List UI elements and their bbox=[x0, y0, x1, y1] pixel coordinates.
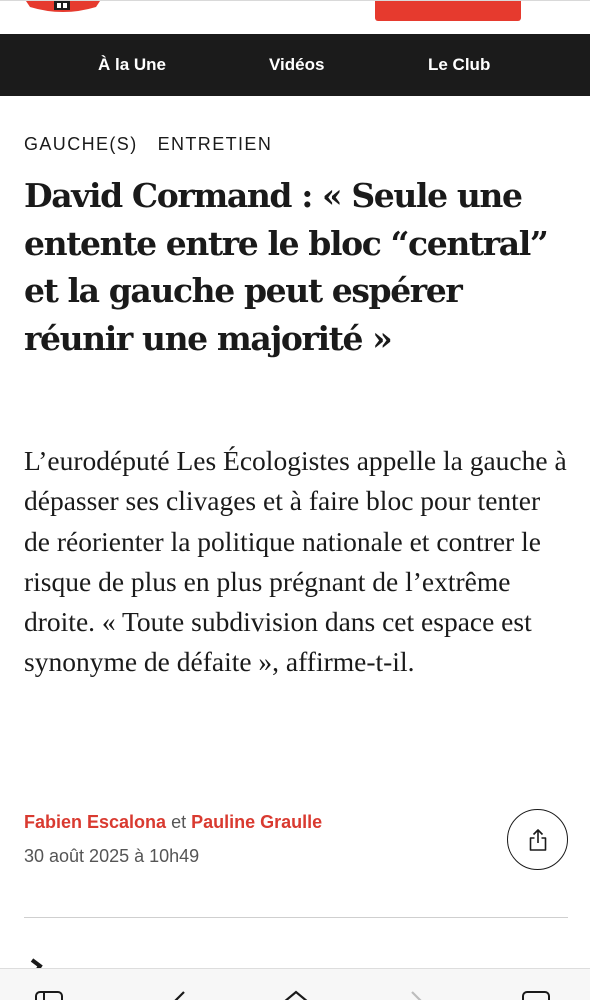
site-header bbox=[0, 0, 590, 34]
article-tags bbox=[24, 132, 272, 156]
article-headline: David Cormand : « Seule une entente entre le bloc “central” et la gauche peut espérer réunir une majorité » bbox=[24, 176, 548, 358]
nav-item-a-la-une[interactable]: À la Une bbox=[98, 55, 167, 74]
nav-item-videos[interactable]: Vidéos bbox=[269, 55, 325, 74]
tag-gauches[interactable]: GAUCHE(S) bbox=[24, 134, 138, 154]
author-link-graulle[interactable]: Pauline Graulle bbox=[191, 812, 323, 832]
nav-item-le-club[interactable]: Le Club bbox=[428, 55, 491, 74]
author-separator: et bbox=[166, 812, 192, 832]
section-divider bbox=[24, 917, 568, 918]
chevron-right-icon[interactable] bbox=[402, 989, 434, 1000]
logo-icon bbox=[26, 1, 100, 15]
home-icon[interactable] bbox=[280, 989, 312, 1000]
main-nav bbox=[0, 34, 590, 96]
publish-date: 30 août 2025 à 10h49 bbox=[24, 846, 200, 866]
browser-toolbar bbox=[0, 968, 590, 1000]
tag-entretien[interactable]: ENTRETIEN bbox=[157, 134, 273, 154]
author-link-escalona[interactable]: Fabien Escalona bbox=[24, 812, 167, 832]
share-button[interactable] bbox=[507, 809, 568, 870]
tabs-icon[interactable] bbox=[34, 989, 66, 1000]
share-icon bbox=[527, 828, 549, 852]
article-lede: L’eurodéputé Les Écologistes appelle la gauche à dépasser ses clivages et à faire bloc pour tenter de réorienter la politique nationale et contrer le risque de plus en plus prégnant de l’extrême droite. « Toute subdivision dans cet espace est synonyme de défaite », affirme-t-il. bbox=[24, 445, 567, 678]
site-logo[interactable] bbox=[26, 1, 100, 15]
chevron-left-icon[interactable] bbox=[162, 989, 194, 1000]
subscribe-button[interactable] bbox=[375, 1, 521, 21]
windows-icon[interactable] bbox=[520, 989, 552, 1000]
byline bbox=[24, 810, 322, 834]
